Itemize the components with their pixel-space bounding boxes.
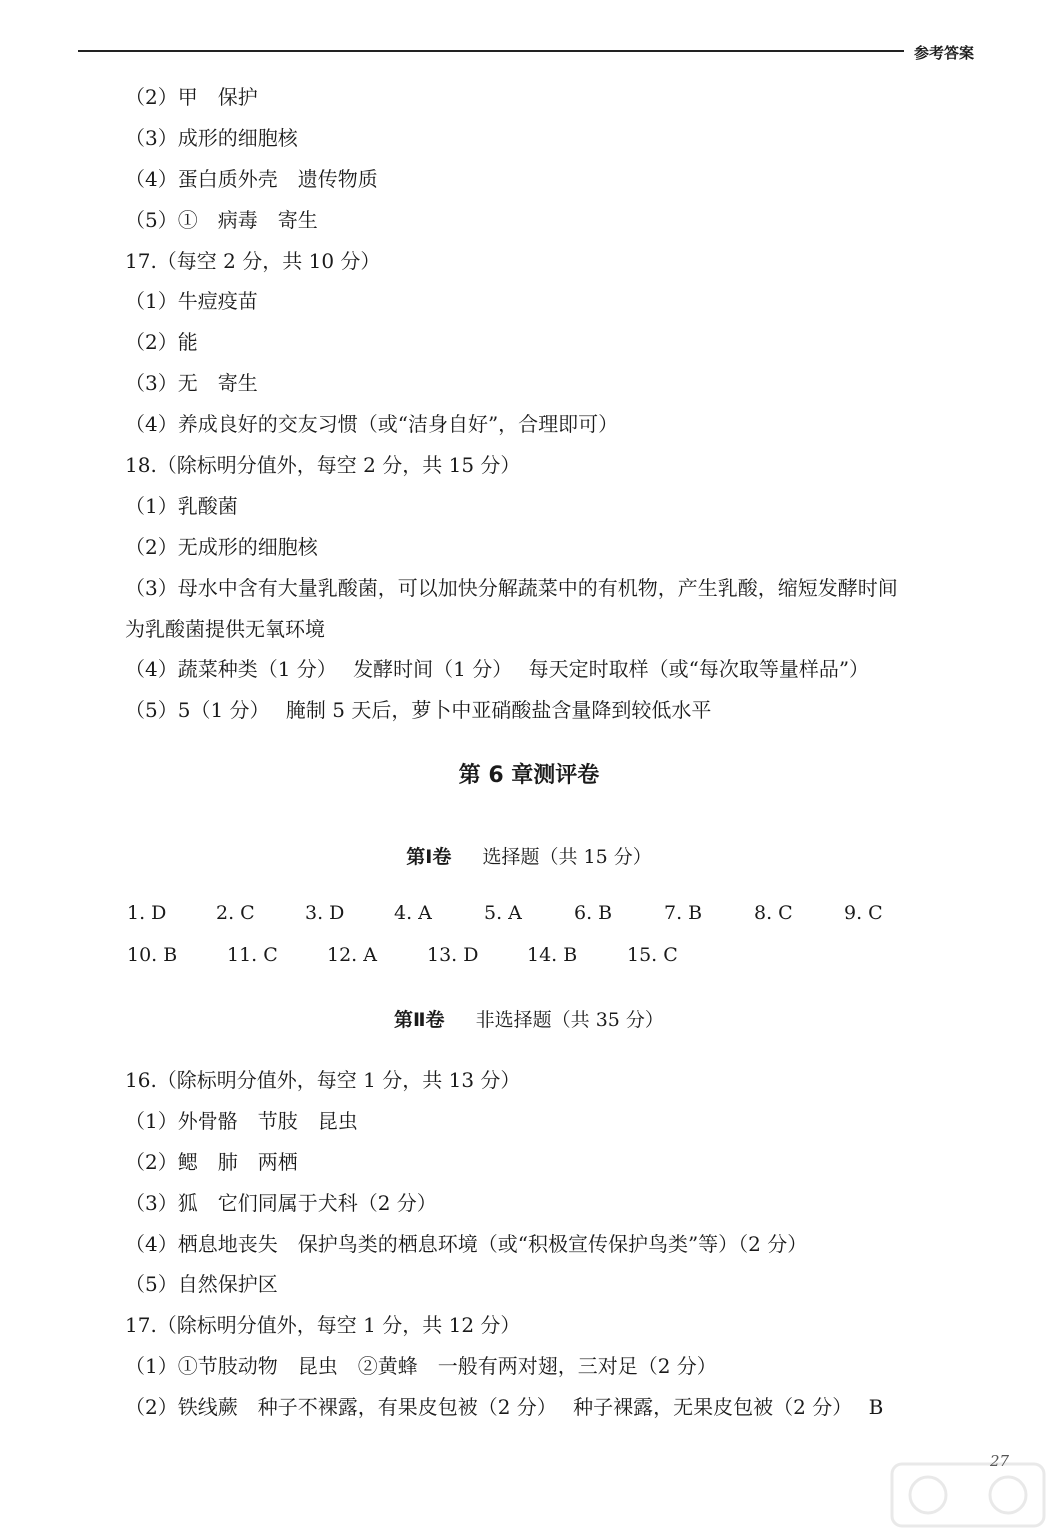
answer-line: （3）母水中含有大量乳酸菌，可以加快分解蔬菜中的有机物，产生乳酸，缩短发酵时间: [125, 575, 898, 600]
answer-line: （1）牛痘疫苗: [125, 289, 258, 314]
mc-answer: 5. A: [484, 902, 522, 924]
answer-line: （3）狐 它们同属于犬科（2 分）: [125, 1190, 437, 1215]
answer-line: （3）无 寄生: [125, 371, 258, 396]
header-label: 参考答案: [914, 44, 975, 62]
section-1-rest: 选择题（共 15 分）: [482, 846, 652, 868]
mc-answer: 3. D: [305, 902, 345, 924]
answer-line: （2）甲 保护: [125, 85, 258, 109]
section-1-title: 第Ⅰ卷: [406, 846, 452, 868]
answer-line: （5）① 病毒 寄生: [125, 207, 318, 232]
answer-line: （5）自然保护区: [125, 1272, 278, 1297]
answer-line: （5）5（1 分） 腌制 5 天后，萝卜中亚硝酸盐含量降到较低水平: [125, 698, 712, 723]
mc-answer: 8. C: [754, 902, 793, 924]
mc-answer: 7. B: [664, 902, 703, 924]
section-2-title: 第Ⅱ卷: [394, 1009, 445, 1031]
answer-line: （1）①节肢动物 昆虫 ②黄蜂 一般有两对翅，三对足（2 分）: [125, 1354, 717, 1379]
question-header: 17.（除标明分值外，每空 1 分，共 12 分）: [125, 1313, 521, 1338]
section-2-heading: [0, 1005, 1058, 1032]
answers-part2: [125, 1065, 975, 1433]
answer-line: （4）栖息地丧失 保护鸟类的栖息环境（或“积极宣传保护鸟类”等）（2 分）: [125, 1231, 808, 1256]
header-rule: [78, 50, 904, 52]
answer-line: （4）蛋白质外壳 遗传物质: [125, 166, 378, 191]
page-number: 27: [990, 1452, 1010, 1470]
watermark-logo-icon: [888, 1460, 1048, 1530]
mc-answer: 12. A: [327, 944, 377, 966]
mc-answer: 15. C: [627, 944, 678, 966]
question-header: 17.（每空 2 分，共 10 分）: [125, 248, 381, 273]
answer-line: （2）能: [125, 330, 198, 355]
answer-line: （4）蔬菜种类（1 分） 发酵时间（1 分） 每天定时取样（或“每次取等量样品”）: [125, 657, 870, 682]
mc-answer: 4. A: [394, 902, 432, 924]
mc-answer: 6. B: [574, 902, 613, 924]
mc-answer: 13. D: [427, 944, 479, 966]
question-header: 16.（除标明分值外，每空 1 分，共 13 分）: [125, 1068, 521, 1092]
answer-line: （2）鳃 肺 两栖: [125, 1149, 298, 1174]
answer-line: （2）铁线蕨 种子不裸露，有果皮包被（2 分） 种子裸露，无果皮包被（2 分） B: [125, 1395, 884, 1420]
answer-line: 为乳酸菌提供无氧环境: [125, 616, 325, 641]
mc-answer: 2. C: [216, 902, 255, 924]
mc-answer: 10. B: [127, 944, 178, 966]
answer-line: （2）无成形的细胞核: [125, 534, 318, 559]
mc-answer: 1. D: [127, 902, 167, 924]
answer-line: （1）乳酸菌: [125, 493, 238, 518]
answer-line: （1）外骨骼 节肢 昆虫: [125, 1108, 358, 1133]
answer-line: （4）养成良好的交友习惯（或“洁身自好”，合理即可）: [125, 412, 619, 437]
chapter-title: 第 6 章测评卷: [458, 763, 600, 788]
mc-answer: 11. C: [227, 944, 278, 966]
answers-part1: [125, 82, 975, 736]
section-2-rest: 非选择题（共 35 分）: [475, 1009, 664, 1031]
question-header: 18.（除标明分值外，每空 2 分，共 15 分）: [125, 453, 521, 478]
mc-answer: 14. B: [527, 944, 578, 966]
answer-line: （3）成形的细胞核: [125, 125, 298, 150]
mc-answer: 9. C: [844, 902, 883, 924]
section-1-heading: [0, 842, 1058, 869]
